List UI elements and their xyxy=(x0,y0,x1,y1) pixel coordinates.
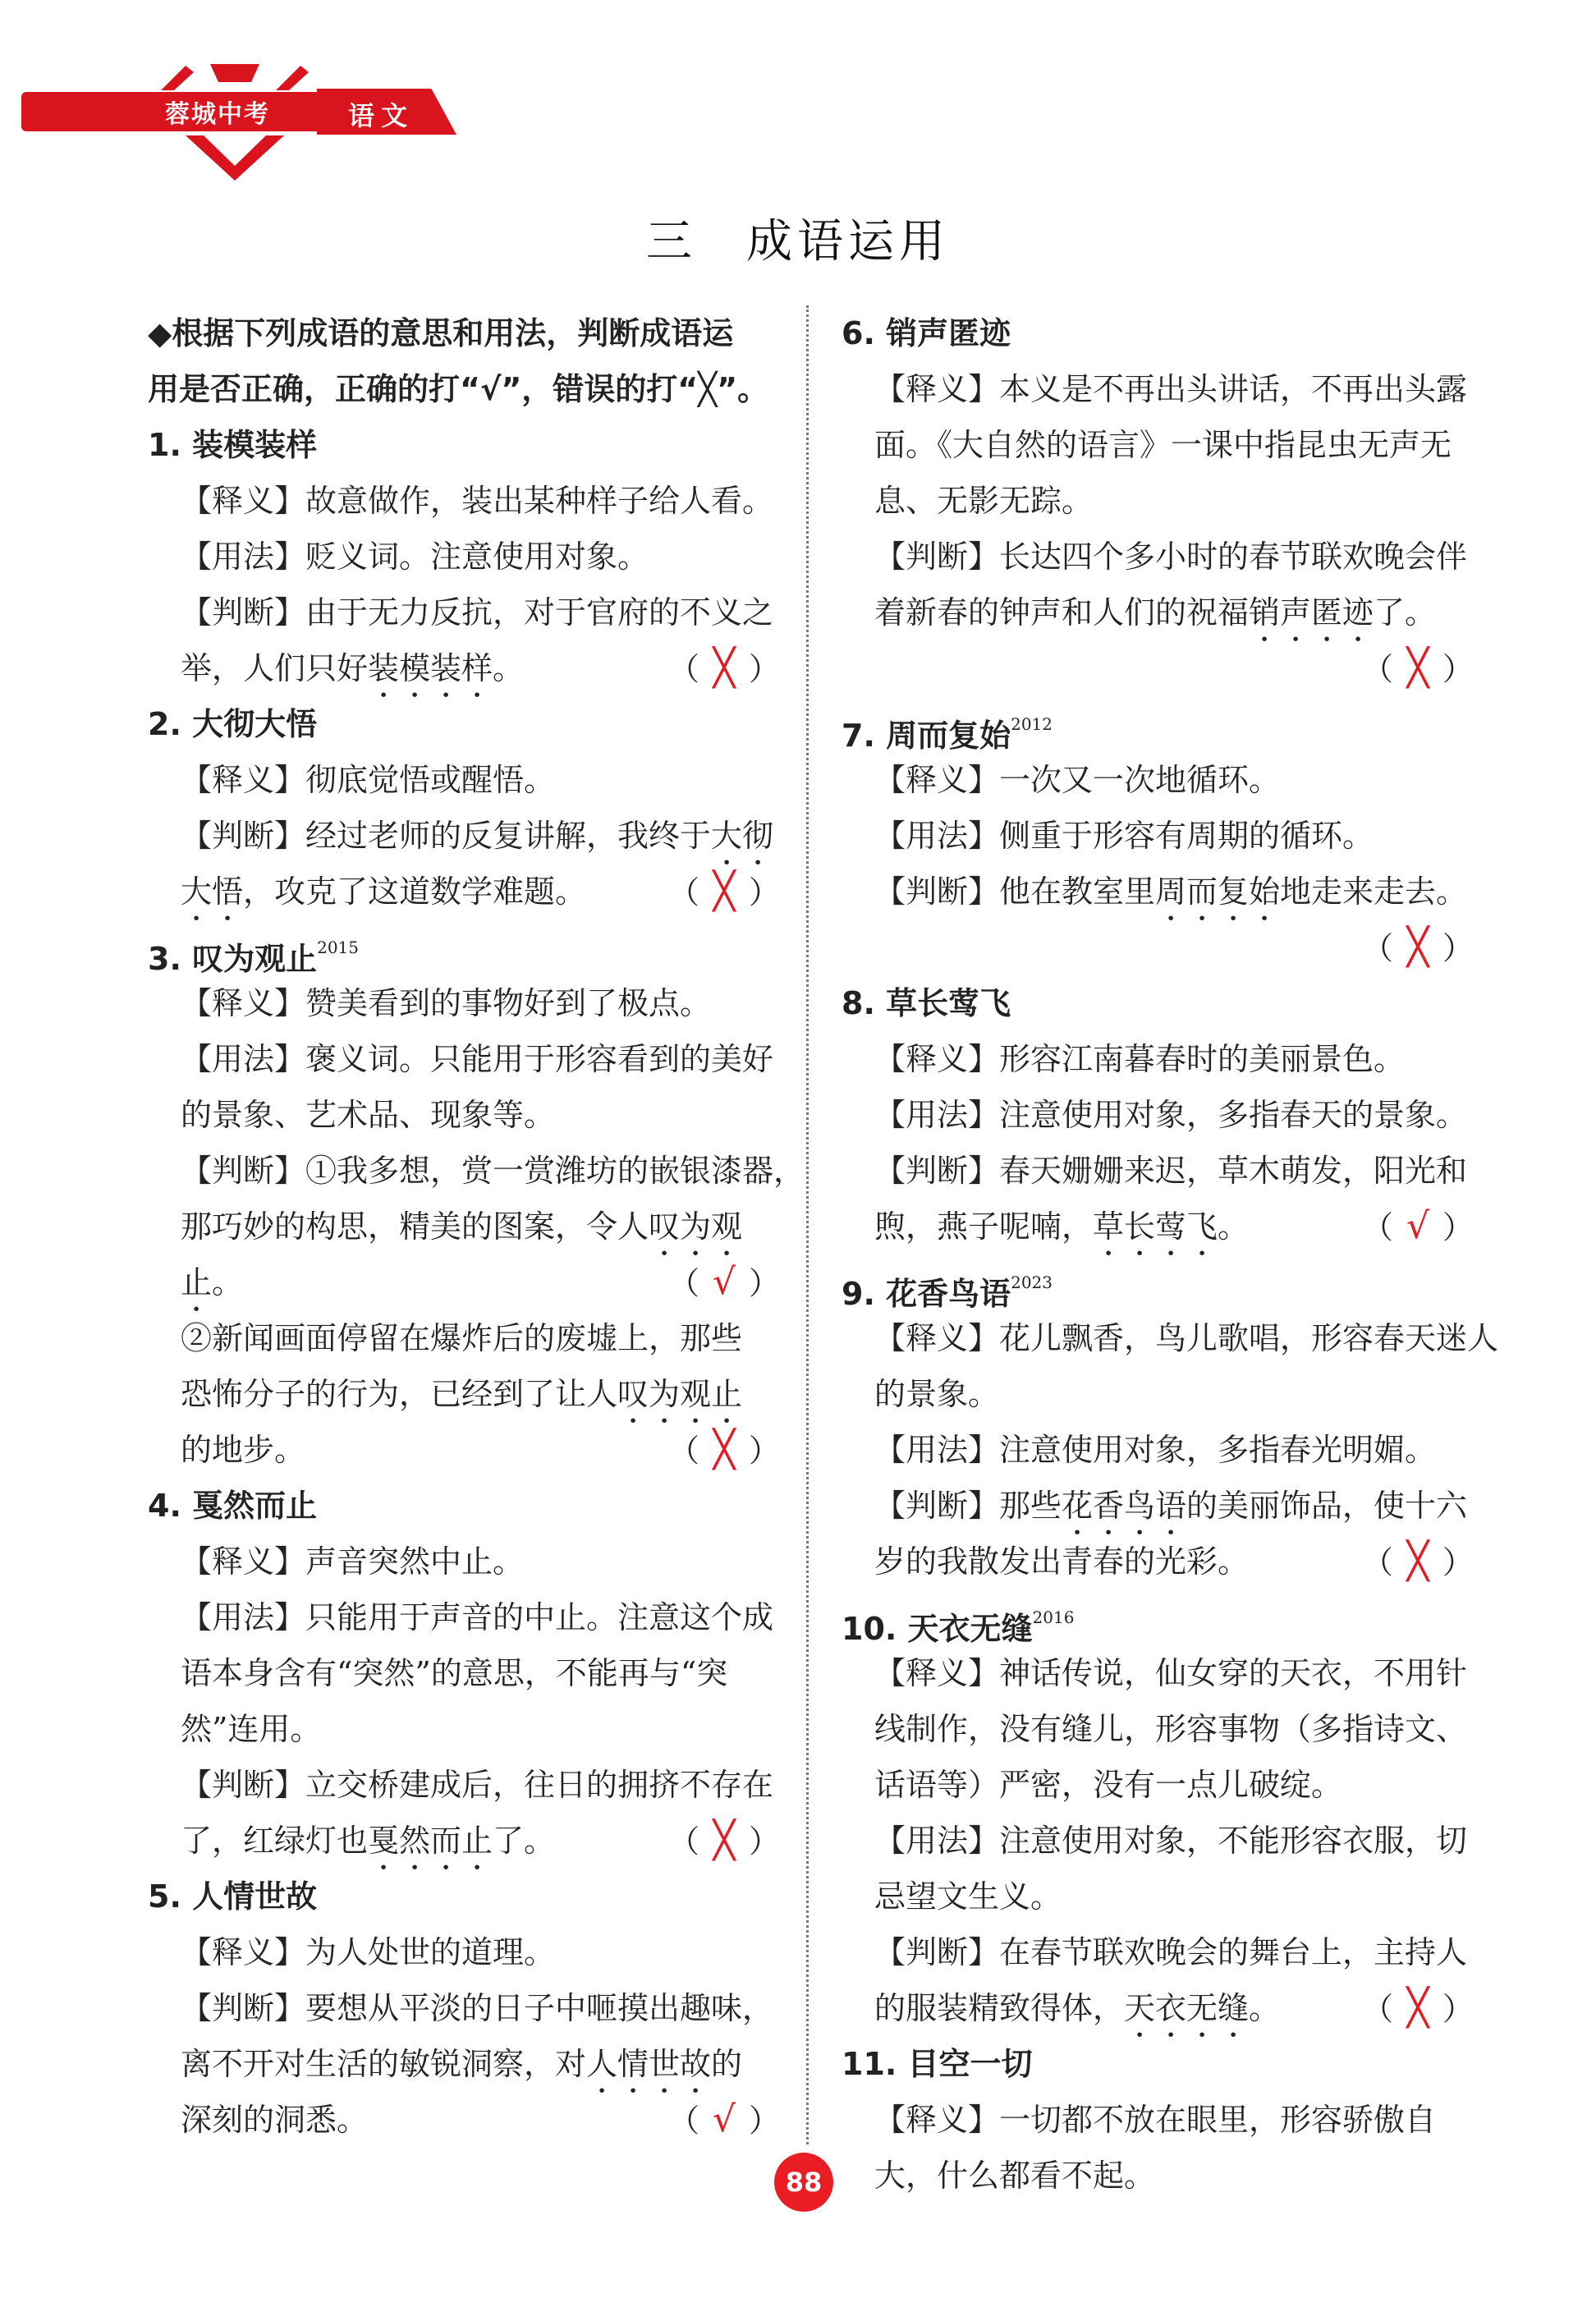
page-title xyxy=(0,205,1596,271)
definition: 大，什么都看不起。 xyxy=(874,2158,1156,2194)
usage: 的景象、艺术品、现象等。 xyxy=(181,1097,556,1133)
emphasized-idiom: 大彻 xyxy=(711,818,774,854)
emphasized-idiom: 装模装样 xyxy=(368,650,493,686)
definition: 【释义】为人处世的道理。 xyxy=(181,1934,556,1970)
judgment: 【判断】经过老师的反复讲解，我终于大彻 xyxy=(181,818,774,854)
judgment: 离不开对生活的敏锐洞察，对人情世故的 xyxy=(181,2046,743,2082)
idiom-title: 2. 大彻大悟 xyxy=(148,706,318,742)
definition: 【释义】声音突然中止。 xyxy=(181,1543,525,1580)
brand-name: 蓉城中考 xyxy=(165,100,270,129)
emphasized-idiom: 花香鸟语 xyxy=(1062,1488,1187,1524)
idiom-title: 9. 花香鸟语$^{2023}$ xyxy=(842,1273,1053,1312)
usage: 然”连用。 xyxy=(181,1711,322,1747)
judgment: 【判断】立交桥建成后，往日的拥挤不存在 xyxy=(181,1767,774,1803)
cross-mark: ╳ xyxy=(713,1819,736,1861)
judgment: 【判断】春天姗姗来迟，草木萌发，阳光和 xyxy=(874,1153,1468,1189)
usage: 【用法】注意使用对象，多指春光明媚。 xyxy=(874,1432,1437,1468)
judgment: 止。 （ √ ） xyxy=(148,1254,780,1310)
exam-year: 2015 xyxy=(317,938,360,957)
judgment: 煦，燕子呢喃，草长莺飞。 （ √ ） xyxy=(842,1199,1474,1254)
answer-line xyxy=(842,920,1474,975)
idiom-title: 5. 人情世故 xyxy=(148,1878,318,1915)
cross-mark: ╳ xyxy=(1406,926,1429,968)
judgment: 那巧妙的构思，精美的图案，令人叹为观 xyxy=(181,1209,743,1245)
definition: 的景象。 xyxy=(874,1376,1000,1412)
definition: 线制作，没有缝儿，形容事物（多指诗文、 xyxy=(874,1711,1468,1747)
column-divider xyxy=(806,305,809,2144)
usage: 【用法】贬义词。注意使用对象。 xyxy=(181,539,649,575)
judgment: 举，人们只好装模装样。 （ ╳ ） xyxy=(148,640,780,696)
answer-box: （ ╳ ） xyxy=(1362,1534,1474,1590)
usage: 【用法】注意使用对象，不能形容衣服，切 xyxy=(874,1823,1468,1859)
judgment: 【判断】在春节联欢晚会的舞台上，主持人 xyxy=(874,1934,1468,1970)
definition: 【释义】赞美看到的事物好到了极点。 xyxy=(181,985,712,1021)
usage: 语本身含有“突然”的意思，不能再与“突 xyxy=(181,1655,728,1691)
answer-box: （ ╳ ） xyxy=(1362,1980,1474,2037)
exam-year: 2023 xyxy=(1011,1273,1053,1292)
answer-box: （ √ ） xyxy=(1362,1199,1474,1255)
emphasized-idiom: 止 xyxy=(181,1264,213,1300)
judgment: 的服装精致得体，天衣无缝。 （ ╳ ） xyxy=(842,1980,1474,2036)
emphasized-idiom: 叹为观止 xyxy=(617,1376,743,1412)
right-column xyxy=(842,305,1499,2204)
cross-mark: ╳ xyxy=(713,647,736,689)
judgment: ②新闻画面停留在爆炸后的废墟上，那些 xyxy=(181,1320,743,1356)
answer-box: （ ╳ ） xyxy=(1362,920,1474,976)
definition: 【释义】彻底觉悟或醒悟。 xyxy=(181,762,556,798)
usage: 【用法】褒义词。只能用于形容看到的美好 xyxy=(181,1041,774,1077)
cross-mark: ╳ xyxy=(1406,647,1429,689)
usage: 忌望文生义。 xyxy=(874,1878,1062,1915)
answer-line xyxy=(842,640,1474,696)
instruction-line: ◆根据下列成语的意思和用法，判断成语运 xyxy=(148,315,734,351)
subject-label: 语文 xyxy=(348,100,415,131)
definition: 【释义】本义是不再出头讲话，不再出头露 xyxy=(874,371,1468,407)
idiom-title: 7. 周而复始$^{2012}$ xyxy=(842,714,1053,754)
judgment: 【判断】那些花香鸟语的美丽饰品，使十六 xyxy=(874,1488,1468,1524)
answer-box: （ ╳ ） xyxy=(668,640,780,697)
definition: 息、无影无踪。 xyxy=(874,483,1094,519)
usage: 【用法】只能用于声音的中止。注意这个成 xyxy=(181,1599,774,1635)
usage: 【用法】侧重于形容有周期的循环。 xyxy=(874,818,1374,854)
emphasized-idiom: 销声匿迹 xyxy=(1249,594,1374,631)
judgment: 【判断】长达四个多小时的春节联欢晚会伴 xyxy=(874,539,1468,575)
instruction-line: 用是否正确，正确的打“√”，错误的打“╳”。 xyxy=(148,371,769,407)
answer-box: （ ╳ ） xyxy=(668,1813,780,1869)
judgment: 深刻的洞悉。 （ √ ） xyxy=(148,2092,780,2148)
judgment: 大悟，攻克了这道数学难题。 （ ╳ ） xyxy=(148,864,780,920)
section-title: 成语运用 xyxy=(746,215,950,268)
judgment: 的地步。 （ ╳ ） xyxy=(148,1422,780,1478)
exam-year: 2012 xyxy=(1011,714,1053,734)
judgment: 了，红绿灯也戛然而止了。 （ ╳ ） xyxy=(148,1813,780,1869)
section-number: 三 xyxy=(646,215,697,268)
judgment: 【判断】要想从平淡的日子中咂摸出趣味， xyxy=(181,1990,774,2026)
definition: 【释义】一次又一次地循环。 xyxy=(874,762,1281,798)
emphasized-idiom: 草长莺飞 xyxy=(1093,1209,1218,1245)
cross-mark: ╳ xyxy=(713,1429,736,1470)
idiom-title: 6. 销声匿迹 xyxy=(842,315,1011,351)
cross-mark: ╳ xyxy=(1406,1987,1429,2029)
check-mark: √ xyxy=(712,2098,736,2140)
judgment: 【判断】他在教室里周而复始地走来走去。 xyxy=(874,874,1468,910)
answer-box: （ √ ） xyxy=(668,2092,780,2149)
header-logo xyxy=(21,57,465,181)
definition: 【释义】形容江南暮春时的美丽景色。 xyxy=(874,1041,1406,1077)
definition: 【释义】花儿飘香，鸟儿歌唱，形容春天迷人 xyxy=(874,1320,1499,1356)
idiom-title: 8. 草长莺飞 xyxy=(842,985,1011,1021)
emphasized-idiom: 大悟 xyxy=(181,874,244,910)
emphasized-idiom: 人情世故 xyxy=(586,2046,712,2082)
emphasized-idiom: 天衣无缝 xyxy=(1124,1990,1250,2026)
left-column xyxy=(148,305,805,2148)
idiom-title: 4. 戛然而止 xyxy=(148,1488,318,1524)
judgment: 着新春的钟声和人们的祝福销声匿迹了。 xyxy=(874,594,1437,631)
emphasized-idiom: 叹为观 xyxy=(649,1209,743,1245)
answer-box: （ ╳ ） xyxy=(1362,640,1474,697)
answer-box: （ ╳ ） xyxy=(668,864,780,920)
emphasized-idiom: 周而复始 xyxy=(1155,874,1281,910)
judgment: 恐怖分子的行为，已经到了让人叹为观止 xyxy=(181,1376,743,1412)
idiom-title: 1. 装模装样 xyxy=(148,427,318,463)
cross-mark: ╳ xyxy=(713,870,736,912)
definition: 【释义】一切都不放在眼里，形容骄傲自 xyxy=(874,2102,1437,2138)
exam-year: 2016 xyxy=(1032,1608,1075,1627)
usage: 【用法】注意使用对象，多指春天的景象。 xyxy=(874,1097,1468,1133)
idiom-title: 10. 天衣无缝$^{2016}$ xyxy=(842,1608,1075,1647)
page-number: 88 xyxy=(774,2153,833,2212)
judgment: 岁的我散发出青春的光彩。 （ ╳ ） xyxy=(842,1534,1474,1589)
answer-box: （ ╳ ） xyxy=(668,1422,780,1479)
emphasized-idiom: 戛然而止 xyxy=(368,1823,493,1859)
answer-box: （ √ ） xyxy=(668,1254,780,1311)
definition: 话语等）严密，没有一点儿破绽。 xyxy=(874,1767,1343,1803)
cross-mark: ╳ xyxy=(1406,1540,1429,1582)
idiom-title: 11. 目空一切 xyxy=(842,2046,1033,2082)
check-mark: √ xyxy=(1406,1205,1429,1247)
idiom-title: 3. 叹为观止$^{2015}$ xyxy=(148,938,360,977)
definition: 【释义】神话传说，仙女穿的天衣，不用针 xyxy=(874,1655,1468,1691)
judgment: 【判断】①我多想，赏一赏潍坊的嵌银漆器， xyxy=(181,1153,805,1189)
check-mark: √ xyxy=(712,1261,736,1303)
definition: 面。《大自然的语言》一课中指昆虫无声无 xyxy=(874,427,1452,463)
definition: 【释义】故意做作，装出某种样子给人看。 xyxy=(181,483,774,519)
judgment: 【判断】由于无力反抗，对于官府的不义之 xyxy=(181,594,774,631)
